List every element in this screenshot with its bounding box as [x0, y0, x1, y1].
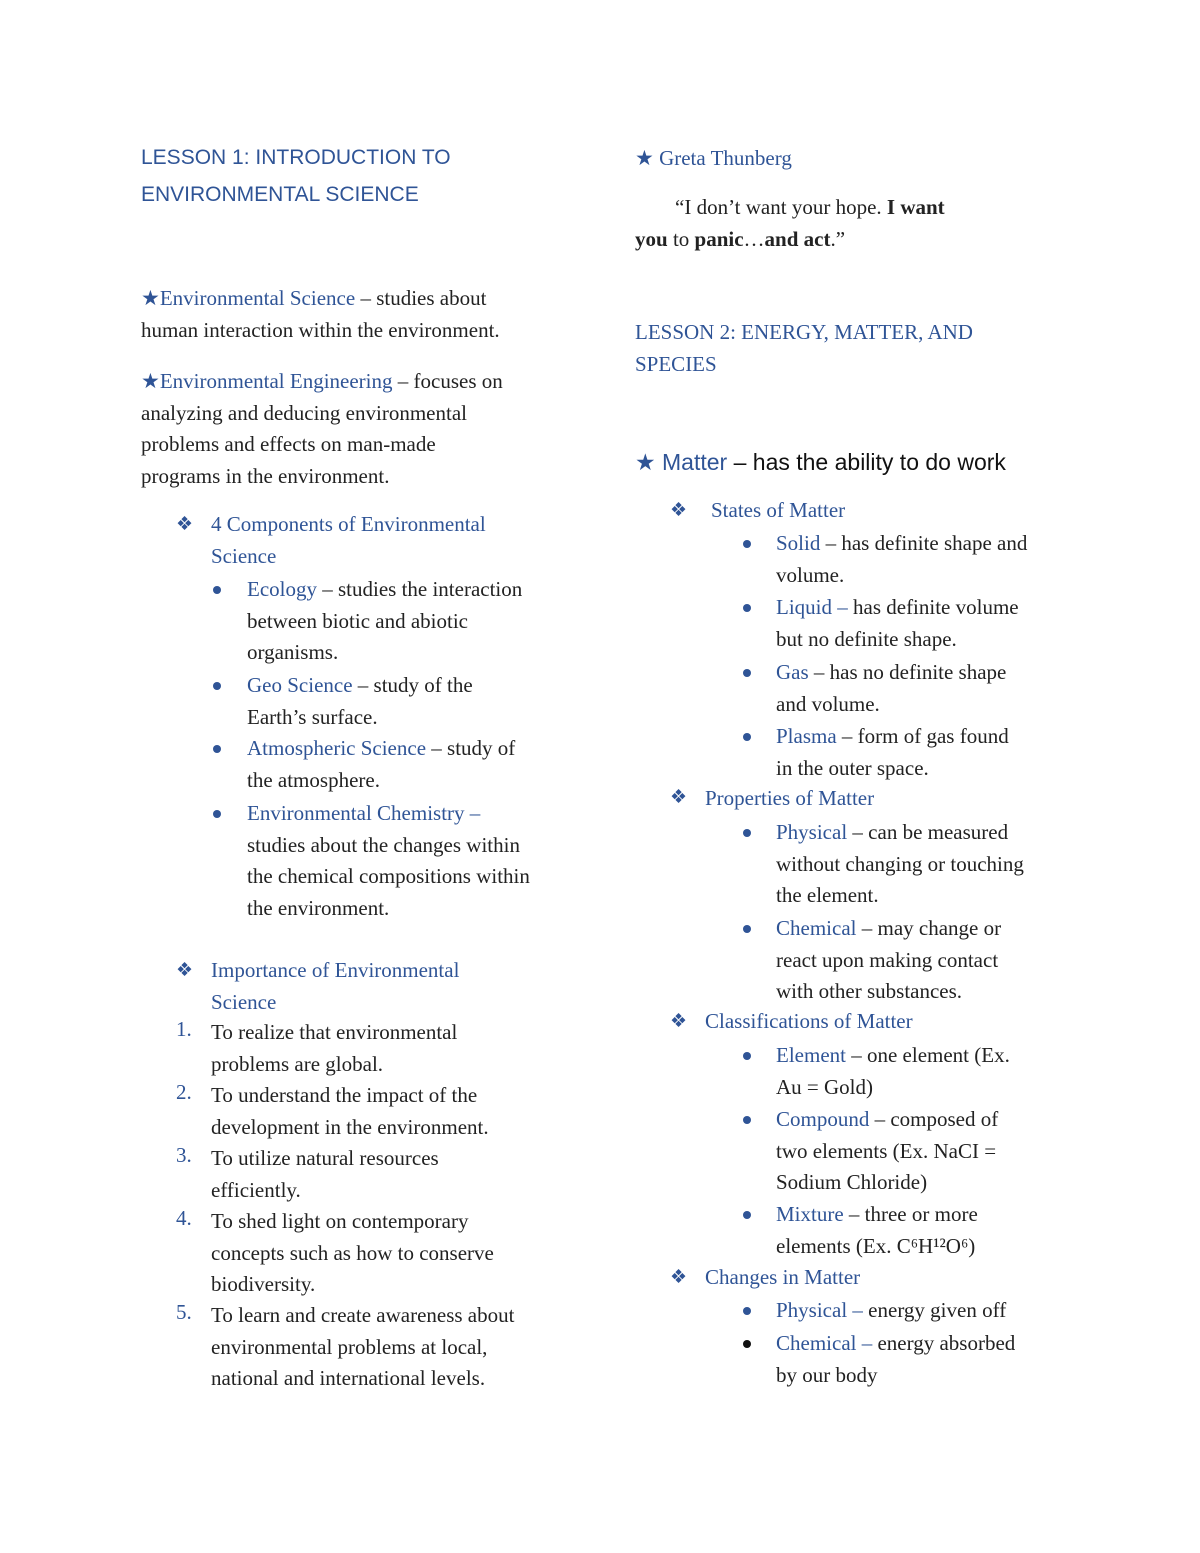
- importance-item-2: To understand the impact of the development in the environment.: [211, 1083, 489, 1139]
- states-heading: States of Matter: [711, 498, 846, 522]
- importance-item-4: To shed light on contemporary concepts such as how to conserve biodiversity.: [211, 1209, 494, 1296]
- list-item-geo-science: Geo Science – study of the Earth’s surface.: [247, 673, 473, 729]
- list-number: 5.: [176, 1300, 192, 1324]
- classification-mixture: Mixture – three or more elements (Ex. C⁶H¹²O⁶): [776, 1202, 978, 1258]
- bullet-icon: [743, 669, 751, 677]
- star-icon: ★: [635, 449, 656, 475]
- components-heading: 4 Components of Environmental Science: [211, 512, 486, 568]
- quote: “I don’t want your hope. I want you to panic…and act.”: [635, 195, 945, 251]
- bullet-icon: [743, 604, 751, 612]
- list-item-atmospheric-science: Atmospheric Science – study of the atmosphere.: [247, 736, 516, 792]
- changes-heading: Changes in Matter: [705, 1265, 861, 1289]
- property-chemical: Chemical – may change or react upon making contact with other substances.: [776, 916, 1002, 1003]
- classification-element: Element – one element (Ex. Au = Gold): [776, 1043, 1010, 1099]
- definition-environmental-science: ★Environmental Science – studies about human interaction within the environment.: [141, 286, 500, 342]
- bullet-icon: [743, 1116, 751, 1124]
- diamond-bullet-icon: ❖: [176, 514, 194, 535]
- star-icon: ★: [141, 286, 160, 310]
- bullet-icon: [213, 586, 221, 594]
- importance-item-1: To realize that environmental problems are global.: [211, 1020, 458, 1076]
- bullet-icon: [213, 810, 221, 818]
- state-plasma: Plasma – form of gas found in the outer space.: [776, 724, 1009, 780]
- state-gas: Gas – has no definite shape and volume.: [776, 660, 1007, 716]
- definition-environmental-engineering: ★Environmental Engineering – focuses on analyzing and deducing environmental problems and effects on man-made programs in the environment.: [141, 369, 503, 488]
- lesson1-title: LESSON 1: INTRODUCTION TO ENVIRONMENTAL SCIENCE: [141, 146, 451, 206]
- list-item-environmental-chemistry: Environmental Chemistry – studies about the changes within the chemical compositions within the environment.: [247, 801, 530, 920]
- bullet-icon: [743, 1340, 751, 1348]
- property-physical: Physical – can be measured without changing or touching the element.: [776, 820, 1024, 907]
- change-physical: Physical – energy given off: [776, 1298, 1007, 1322]
- properties-heading: Properties of Matter: [705, 786, 875, 810]
- state-liquid: Liquid – has definite volume but no definite shape.: [776, 595, 1019, 651]
- state-solid: Solid – has definite shape and volume.: [776, 531, 1028, 587]
- classification-compound: Compound – composed of two elements (Ex. NaCI = Sodium Chloride): [776, 1107, 999, 1194]
- list-number: 1.: [176, 1017, 192, 1041]
- bullet-icon: [743, 829, 751, 837]
- change-chemical: Chemical – energy absorbed by our body: [776, 1331, 1016, 1387]
- diamond-bullet-icon: ❖: [176, 960, 194, 981]
- star-icon: ★: [635, 146, 654, 170]
- bullet-icon: [743, 1052, 751, 1060]
- list-item-ecology: Ecology – studies the interaction between biotic and abiotic organisms.: [247, 577, 523, 664]
- diamond-bullet-icon: ❖: [670, 787, 688, 808]
- matter-heading: ★ Matter – has the ability to do work: [635, 449, 1006, 475]
- list-number: 2.: [176, 1080, 192, 1104]
- diamond-bullet-icon: ❖: [670, 500, 688, 521]
- bullet-icon: [743, 540, 751, 548]
- bullet-icon: [743, 1211, 751, 1219]
- bullet-icon: [743, 925, 751, 933]
- lesson2-title: LESSON 2: ENERGY, MATTER, AND SPECIES: [635, 320, 973, 376]
- diamond-bullet-icon: ❖: [670, 1011, 688, 1032]
- bullet-icon: [743, 1307, 751, 1315]
- bullet-icon: [213, 745, 221, 753]
- list-number: 4.: [176, 1206, 192, 1230]
- importance-item-5: To learn and create awareness about environmental problems at local, national and international levels.: [211, 1303, 515, 1390]
- importance-item-3: To utilize natural resources efficiently.: [211, 1146, 439, 1202]
- list-number: 3.: [176, 1143, 192, 1167]
- diamond-bullet-icon: ❖: [670, 1267, 688, 1288]
- star-icon: ★: [141, 369, 160, 393]
- bullet-icon: [213, 682, 221, 690]
- importance-heading: Importance of Environmental Science: [211, 958, 460, 1014]
- quote-author: ★ Greta Thunberg: [635, 146, 792, 170]
- bullet-icon: [743, 733, 751, 741]
- classifications-heading: Classifications of Matter: [705, 1009, 913, 1033]
